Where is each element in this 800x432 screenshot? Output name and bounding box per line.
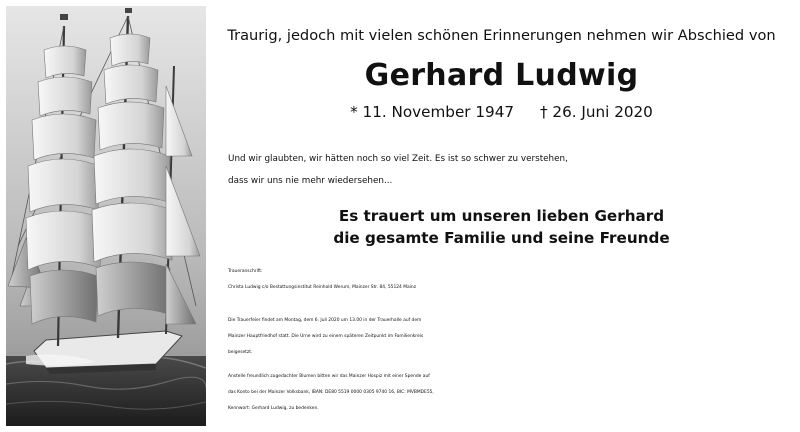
mourners	[224, 205, 779, 249]
ceremony-line: beigesetzt.	[228, 350, 253, 355]
birth-date: * 11. November 1947	[350, 103, 515, 121]
address-label: Traueranschrift:	[228, 269, 263, 274]
ceremony-line: Die Trauerfeier findet am Montag, dem 6. Juli 2020 um 13.00 in der Trauerhalle auf dem	[228, 318, 422, 323]
mourning-address	[228, 264, 788, 296]
donation-line: Anstelle freundlich zugedachter Blumen bitten wir das Mainzer Hospiz mit einer Spende auf	[228, 374, 430, 379]
ceremony-info	[228, 313, 788, 361]
mourners-line: Es trauert um unseren lieben Gerhard	[338, 207, 665, 225]
mourners-line: die gesamte Familie und seine Freunde	[333, 229, 670, 247]
ceremony-line: Mainzer Hauptfriedhof statt. Die Urne wird zu einem späteren Zeitpunkt im Familienkreis	[228, 334, 424, 339]
death-date: † 26. Juni 2020	[540, 103, 653, 121]
address-value: Christa Ludwig c/o Bestattungsinstitut Reinhold Werum, Mainzer Str. 84, 55124 Mainz	[228, 285, 417, 290]
quote-line: Und wir glaubten, wir hätten noch so viel Zeit. Es ist so schwer zu verstehen,	[228, 154, 568, 164]
donation-line: das Konto bei der Mainzer Volksbank, IBAN: DE80 5519 0000 0305 9740 16, BIC: MVBMDE55,	[228, 390, 434, 395]
donation-info	[228, 369, 788, 417]
deceased-name: Gerhard Ludwig	[364, 58, 639, 93]
quote	[228, 148, 788, 192]
life-dates	[224, 103, 779, 121]
tall-ship-photo	[6, 6, 206, 426]
donation-line: Kennwort: Gerhard Ludwig, zu bedenken.	[228, 406, 319, 411]
intro-text: Traurig, jedoch mit vielen schönen Erinnerungen nehmen wir Abschied von	[227, 27, 776, 44]
quote-line: dass wir uns nie mehr wiedersehen...	[228, 176, 393, 186]
